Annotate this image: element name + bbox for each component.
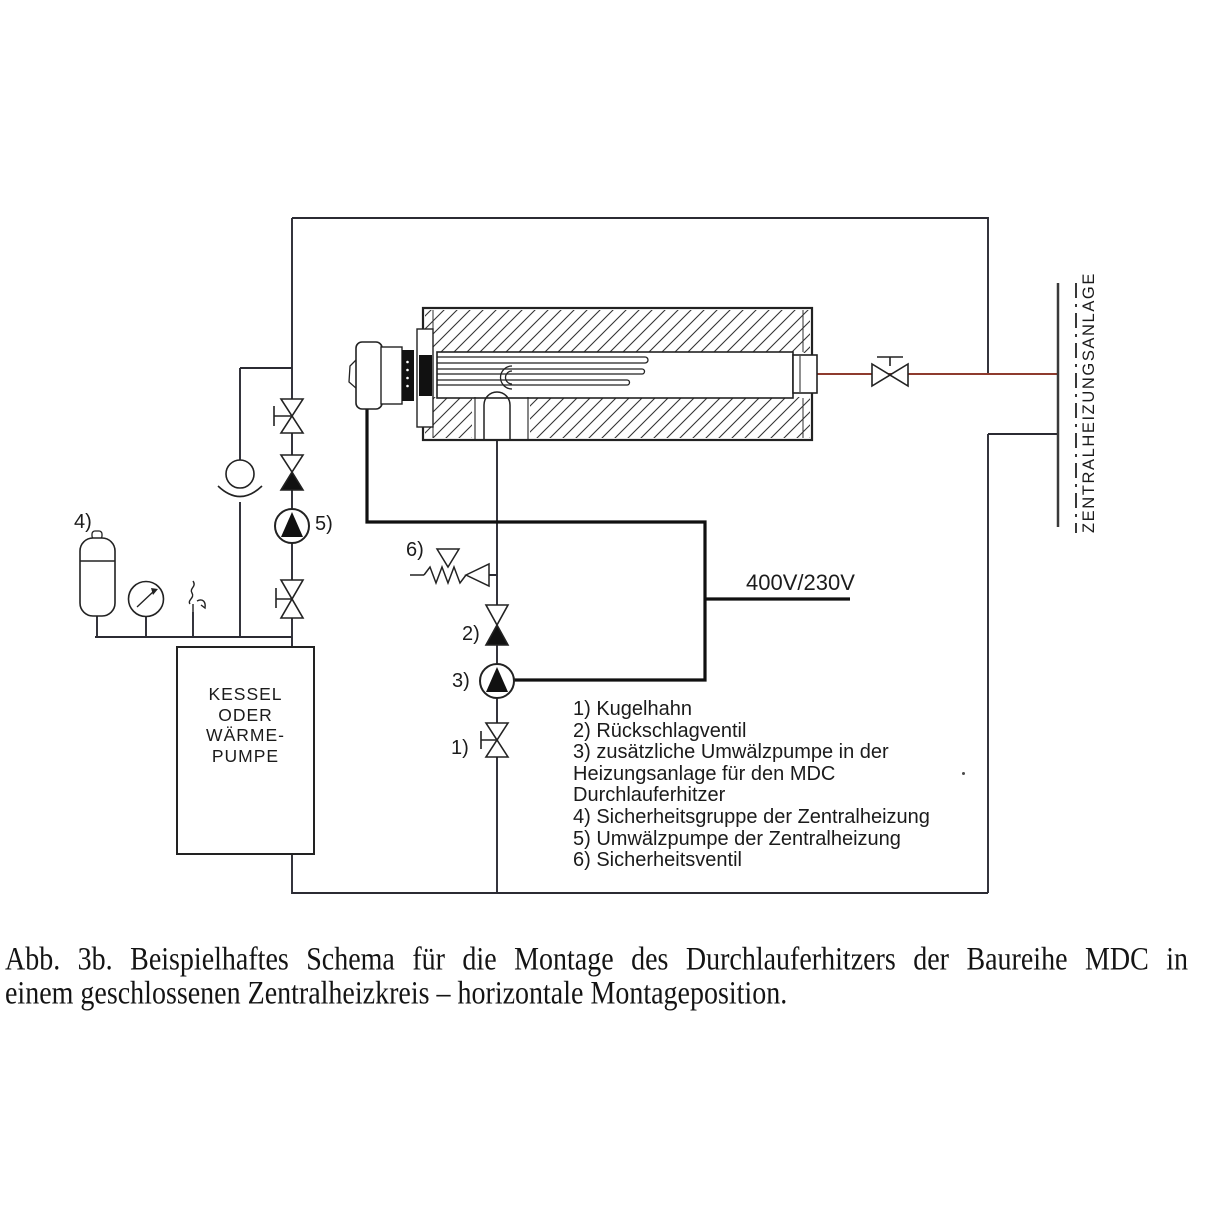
figure-caption-line-2: einem geschlossenen Zentralheizkreis – horizontale Montageposition. (5, 975, 788, 1012)
pump-5-icon (275, 509, 309, 543)
heater-insulation-bottom-right (530, 397, 810, 438)
legend-line: 1) Kugelhahn (573, 698, 692, 720)
legend-line: Durchlauferhitzer (573, 784, 726, 807)
ball-valve-1-icon (481, 723, 508, 757)
callout-4: 4) (74, 511, 92, 533)
supply-shutoff-valve-icon (872, 357, 908, 386)
system-boundary (1058, 283, 1076, 533)
scan-speck (962, 772, 965, 775)
check-valve-icon (486, 605, 508, 645)
boiler-label-line: PUMPE (211, 745, 280, 766)
central-heating-system-label: ZENTRALHEIZUNGSANLAGE (1080, 272, 1098, 533)
power-supply-label: 400V/230V (746, 570, 855, 595)
callout-3: 3) (452, 670, 470, 692)
safety-group (80, 531, 205, 617)
pump-3-icon (480, 664, 514, 698)
bypass-circulation-symbol (218, 460, 262, 497)
riser-check-valve (281, 455, 303, 490)
boiler-label (177, 684, 314, 766)
legend-line: Heizungsanlage für den MDC (573, 762, 836, 785)
legend (573, 699, 930, 872)
expansion-vessel-icon (80, 531, 115, 616)
riser-ball-valve-top (274, 399, 303, 433)
legend-line: 4) Sicherheitsgruppe der Zentralheizung (573, 805, 930, 828)
heater-cavity (437, 352, 793, 398)
heater-insulation-top (425, 310, 810, 353)
callout-6: 6) (406, 539, 424, 561)
callout-5: 5) (315, 513, 333, 535)
boiler-label-line: KESSEL (208, 684, 283, 704)
heater-outlet-flange (793, 355, 817, 393)
cap-gasket (402, 350, 414, 401)
legend-line: 6) Sicherheitsventil (573, 849, 742, 872)
callout-2: 2) (462, 623, 480, 645)
heater-unit (349, 308, 817, 440)
boiler-label-line: WÄRME- (206, 725, 285, 745)
riser-ball-valve-bottom (276, 580, 303, 618)
callout-1: 1) (451, 737, 469, 759)
figure-caption-line-1: Abb. 3b. Beispielhaftes Schema für die Montage des Durchlauferhitzers der Baureihe MDC in (5, 941, 1188, 978)
cap-gasket-inner (419, 355, 432, 396)
legend-line: 2) Rückschlagventil (573, 719, 747, 742)
air-vent-icon (189, 581, 205, 612)
legend-line: 3) zusätzliche Umwälzpumpe in der (573, 741, 889, 764)
cap-cover (356, 342, 382, 409)
legend-line: 5) Umwälzpumpe der Zentralheizung (573, 827, 901, 850)
cap-cylinder (381, 347, 402, 404)
electric-lines (367, 409, 850, 680)
pressure-gauge-icon (129, 582, 164, 617)
heater-terminal-cap (349, 329, 433, 427)
boiler-label-line: ODER (218, 704, 273, 725)
